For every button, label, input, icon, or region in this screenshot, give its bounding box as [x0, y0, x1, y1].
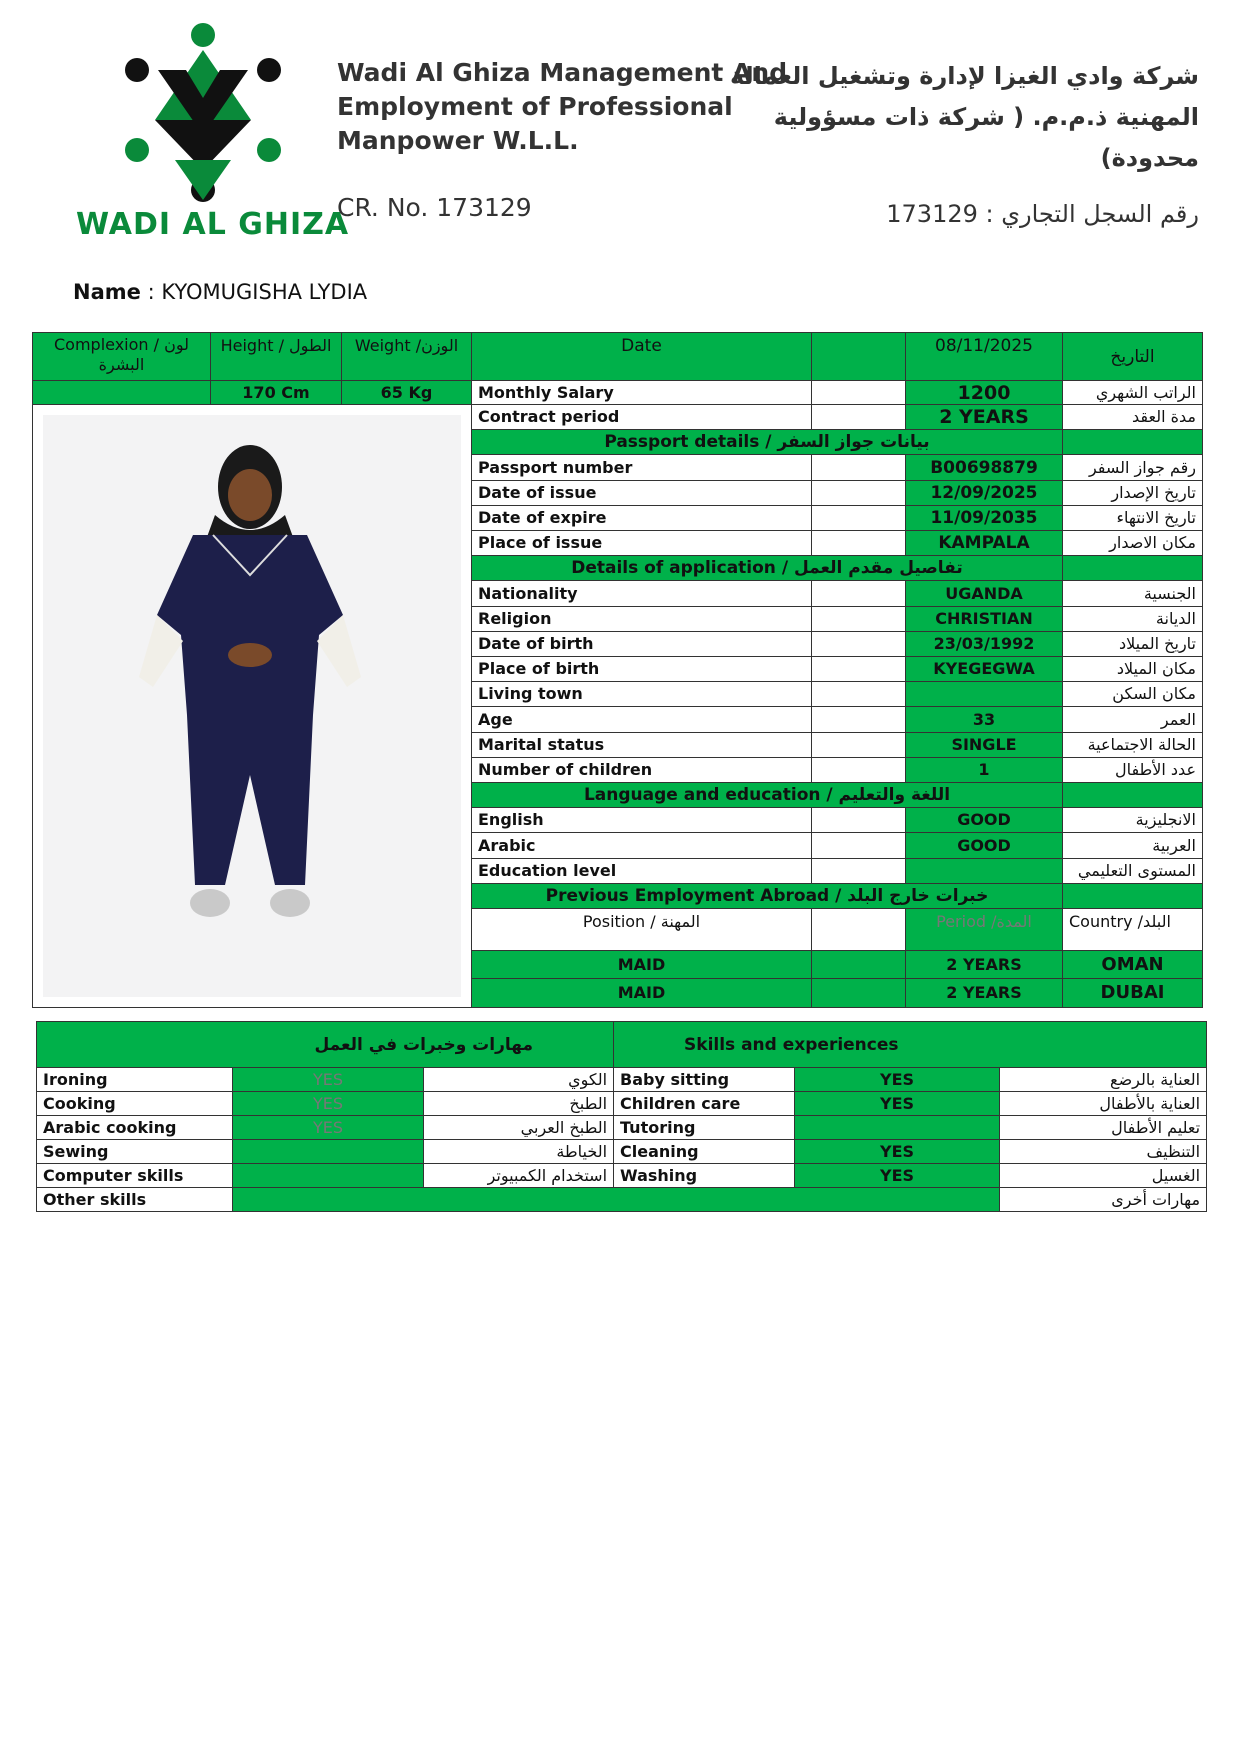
skill-label: Arabic cooking — [37, 1116, 233, 1140]
country-header: Country /البلد — [1063, 909, 1203, 951]
row-label: English — [472, 808, 812, 833]
candidate-photo — [43, 415, 461, 997]
row-label-ar: مكان الاصدار — [1063, 531, 1203, 556]
skill-label: Cleaning — [614, 1140, 795, 1164]
row-label: Date of issue — [472, 480, 812, 505]
weight-label: Weight /الوزن — [342, 333, 472, 381]
row-label-ar: الراتب الشهري — [1063, 381, 1203, 405]
row-value: 2 YEARS — [906, 405, 1063, 430]
empty-cell — [1063, 783, 1203, 808]
row-value: 12/09/2025 — [906, 480, 1063, 505]
empty-cell — [812, 909, 906, 951]
row-label: Nationality — [472, 581, 812, 606]
row-label: Passport number — [472, 455, 812, 480]
empty-cell — [812, 657, 906, 682]
candidate-name — [73, 280, 367, 304]
skill-label-ar: الغسيل — [1000, 1164, 1207, 1188]
height-label: Height / الطول — [211, 333, 342, 381]
skill-label-ar: الخياطة — [424, 1140, 614, 1164]
row-value: 33 — [906, 707, 1063, 732]
row-label-ar: المستوى التعليمي — [1063, 858, 1203, 883]
row-label-ar: العمر — [1063, 707, 1203, 732]
row-label-ar: مدة العقد — [1063, 405, 1203, 430]
company-line: شركة وادي الغيزا لإدارة وتشغيل العمالة — [730, 62, 1199, 90]
row-label: Monthly Salary — [472, 381, 812, 405]
empty-cell — [812, 858, 906, 883]
employment-period: 2 YEARS — [906, 951, 1063, 979]
skill-value: YES — [233, 1092, 424, 1116]
skill-label: Sewing — [37, 1140, 233, 1164]
row-label: Place of issue — [472, 531, 812, 556]
complexion-label: Complexion / لون البشرة — [33, 333, 211, 381]
skills-title-en: Skills and experiences — [614, 1022, 1207, 1068]
empty-cell — [812, 455, 906, 480]
row-label-ar: الحالة الاجتماعية — [1063, 732, 1203, 757]
empty-cell — [812, 757, 906, 782]
skill-value: YES — [795, 1068, 1000, 1092]
employment-period: 2 YEARS — [906, 979, 1063, 1008]
row-value: UGANDA — [906, 581, 1063, 606]
language-section-title: Language and education / اللغة والتعليم — [472, 783, 1063, 808]
row-value: B00698879 — [906, 455, 1063, 480]
employment-country: OMAN — [1063, 951, 1203, 979]
empty-cell — [812, 505, 906, 530]
company-line: Employment of Professional — [337, 92, 733, 121]
skill-value: YES — [233, 1068, 424, 1092]
skill-label-ar: الطبخ — [424, 1092, 614, 1116]
row-value — [906, 858, 1063, 883]
employment-position: MAID — [472, 951, 812, 979]
company-line: محدودة) — [1100, 144, 1199, 172]
row-value: 1 — [906, 757, 1063, 782]
row-label: Place of birth — [472, 657, 812, 682]
row-label-ar: تاريخ الانتهاء — [1063, 505, 1203, 530]
candidate-photo-cell — [33, 405, 472, 1008]
row-label: Education level — [472, 858, 812, 883]
company-line: المهنية ذ.م.م. ( شركة ذات مسؤولية — [773, 103, 1199, 131]
row-label-ar: مكان الميلاد — [1063, 657, 1203, 682]
empty-cell — [812, 381, 906, 405]
empty-cell — [812, 833, 906, 858]
empty-cell — [812, 333, 906, 381]
skills-table — [36, 1021, 1207, 1212]
skill-value — [795, 1116, 1000, 1140]
skill-label-ar: مهارات أخرى — [1000, 1188, 1207, 1212]
skills-title-ar: مهارات وخبرات في العمل — [37, 1022, 614, 1068]
row-label: Marital status — [472, 732, 812, 757]
name-value: : KYOMUGISHA LYDIA — [147, 280, 368, 304]
date-label: Date — [472, 333, 812, 381]
empty-cell — [812, 581, 906, 606]
row-label: Contract period — [472, 405, 812, 430]
skill-value: YES — [795, 1164, 1000, 1188]
row-label: Age — [472, 707, 812, 732]
row-label: Arabic — [472, 833, 812, 858]
row-value: 1200 — [906, 381, 1063, 405]
empty-cell — [812, 405, 906, 430]
person-figure-icon — [43, 415, 461, 997]
company-name-en — [337, 56, 787, 158]
row-label-ar: تاريخ الميلاد — [1063, 631, 1203, 656]
skill-value — [233, 1140, 424, 1164]
other-skills-value — [233, 1188, 1000, 1212]
row-value: KAMPALA — [906, 531, 1063, 556]
date-value: 08/11/2025 — [906, 333, 1063, 381]
row-label-ar: مكان السكن — [1063, 682, 1203, 707]
date-label-ar: التاريخ — [1063, 333, 1203, 381]
skill-value: YES — [233, 1116, 424, 1140]
skill-label: Tutoring — [614, 1116, 795, 1140]
skill-label: Baby sitting — [614, 1068, 795, 1092]
height-value: 170 Cm — [211, 381, 342, 405]
row-value: CHRISTIAN — [906, 606, 1063, 631]
row-label-ar: الديانة — [1063, 606, 1203, 631]
cr-number-ar: رقم السجل التجاري : 173129 — [886, 200, 1199, 228]
cr-number-en: CR. No. 173129 — [337, 193, 532, 222]
row-label: Number of children — [472, 757, 812, 782]
skill-label: Cooking — [37, 1092, 233, 1116]
application-section-title: Details of application / تفاصيل مقدم العمل — [472, 556, 1063, 581]
skill-label-ar: استخدام الكمبيوتر — [424, 1164, 614, 1188]
empty-cell — [812, 682, 906, 707]
empty-cell — [1063, 556, 1203, 581]
skill-label-ar: التنظيف — [1000, 1140, 1207, 1164]
skill-value — [233, 1164, 424, 1188]
row-label-ar: عدد الأطفال — [1063, 757, 1203, 782]
row-label-ar: الانجليزية — [1063, 808, 1203, 833]
empty-cell — [1063, 430, 1203, 455]
row-value: 23/03/1992 — [906, 631, 1063, 656]
empty-cell — [812, 951, 906, 979]
row-label: Date of birth — [472, 631, 812, 656]
company-line: Wadi Al Ghiza Management And — [337, 58, 788, 87]
empty-cell — [812, 606, 906, 631]
skill-value: YES — [795, 1092, 1000, 1116]
skill-label: Other skills — [37, 1188, 233, 1212]
skill-value: YES — [795, 1140, 1000, 1164]
main-details-table — [32, 332, 1203, 1008]
row-label-ar: تاريخ الإصدار — [1063, 480, 1203, 505]
row-value — [906, 682, 1063, 707]
row-label: Date of expire — [472, 505, 812, 530]
skill-label-ar: تعليم الأطفال — [1000, 1116, 1207, 1140]
company-line: Manpower W.L.L. — [337, 126, 579, 155]
employment-section-title: Previous Employment Abroad / خبرات خارج البلد — [472, 883, 1063, 908]
company-name-ar — [729, 56, 1199, 179]
row-label-ar: رقم جواز السفر — [1063, 455, 1203, 480]
skill-label: Washing — [614, 1164, 795, 1188]
letterhead — [0, 0, 1241, 280]
period-header: Period /المدة — [906, 909, 1063, 951]
employment-position: MAID — [472, 979, 812, 1008]
row-label-ar: الجنسية — [1063, 581, 1203, 606]
passport-section-title: Passport details / بيانات جواز السفر — [472, 430, 1063, 455]
empty-cell — [812, 732, 906, 757]
empty-cell — [812, 480, 906, 505]
empty-cell — [812, 808, 906, 833]
empty-cell — [812, 631, 906, 656]
skill-label: Ironing — [37, 1068, 233, 1092]
skill-label-ar: العناية بالرضع — [1000, 1068, 1207, 1092]
skill-label: Computer skills — [37, 1164, 233, 1188]
complexion-value — [33, 381, 211, 405]
row-value: GOOD — [906, 808, 1063, 833]
row-value: GOOD — [906, 833, 1063, 858]
empty-cell — [1063, 883, 1203, 908]
name-label: Name — [73, 280, 141, 304]
row-label-ar: العربية — [1063, 833, 1203, 858]
skill-label: Children care — [614, 1092, 795, 1116]
employment-country: DUBAI — [1063, 979, 1203, 1008]
empty-cell — [812, 707, 906, 732]
logo-wordmark: WADI AL GHIZA — [76, 207, 350, 242]
empty-cell — [812, 979, 906, 1008]
weight-value: 65 Kg — [342, 381, 472, 405]
empty-cell — [812, 531, 906, 556]
row-label: Living town — [472, 682, 812, 707]
skill-label-ar: الطبخ العربي — [424, 1116, 614, 1140]
skill-label-ar: الكوي — [424, 1068, 614, 1092]
row-value: SINGLE — [906, 732, 1063, 757]
row-value: 11/09/2035 — [906, 505, 1063, 530]
row-label: Religion — [472, 606, 812, 631]
skill-label-ar: العناية بالأطفال — [1000, 1092, 1207, 1116]
row-value: KYEGEGWA — [906, 657, 1063, 682]
position-header: Position / المهنة — [472, 909, 812, 951]
